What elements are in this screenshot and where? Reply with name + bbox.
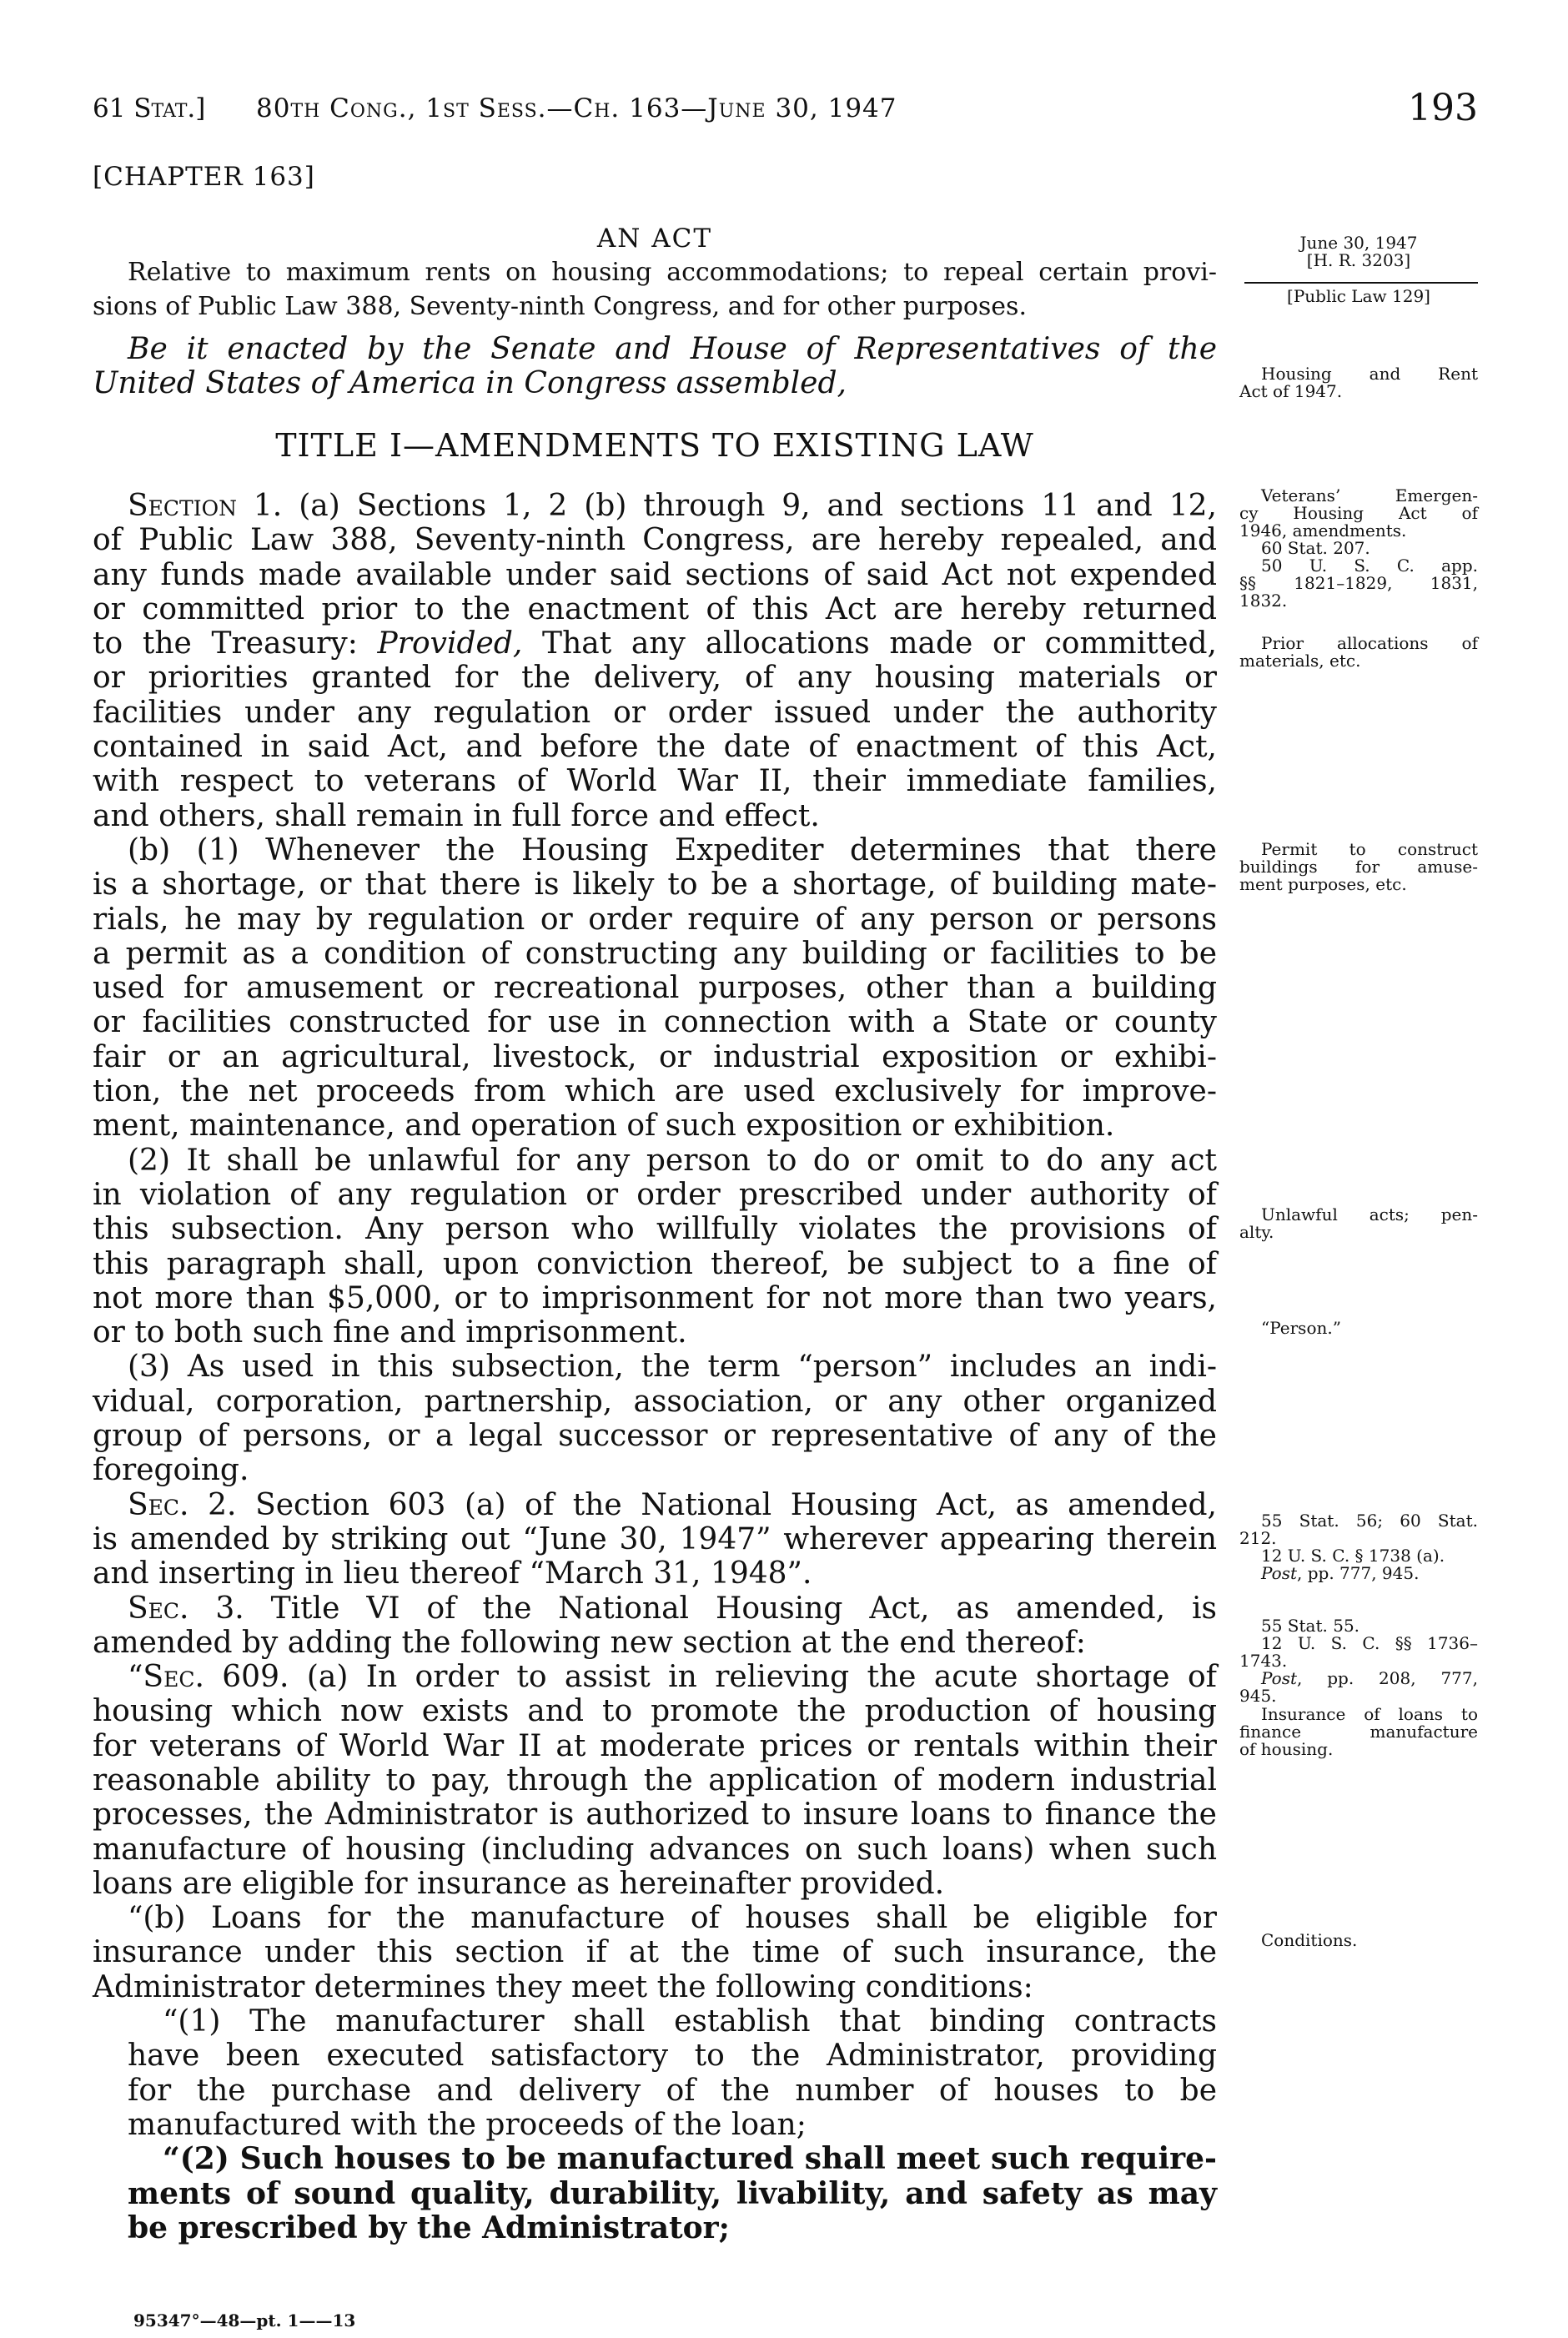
margin-note (1239, 1512, 1478, 1547)
header-running-title: 80th Cong., 1st Sess.—Ch. 163—June 30, 1947 (256, 93, 897, 123)
text-line: Housing and Rent (1261, 364, 1478, 384)
margin-note (1239, 1320, 1478, 1337)
text-line: manufactured with the proceeds of the loan; (128, 2107, 807, 2142)
text-line (93, 489, 1217, 523)
paragraph (93, 1591, 1217, 1661)
text-line (1239, 1670, 1478, 1687)
text-line: a permit as a condition of constructing any building or facilities to be (93, 936, 1217, 971)
text-line: insurance under this section if at the time of such insurance, the (93, 1935, 1217, 1970)
text-line: ment, maintenance, and operation of such exposition or exhibition. (93, 1109, 1115, 1144)
text-line: or facilities constructed for use in connection with a State or county (93, 1005, 1217, 1040)
text-line: this subsection. Any person who willfully violates the provisions of (93, 1212, 1217, 1247)
text-line: of Public Law 388, Seventy-ninth Congress, are hereby repealed, and (93, 523, 1217, 558)
text-line: facilities under any regulation or order issued under the authority (93, 695, 1217, 730)
page-number: 193 (1408, 87, 1478, 129)
text-line: or to both such fine and imprisonment. (93, 1315, 687, 1350)
text-segment: (a) In order to assist in relieving the acute shortage of (289, 1660, 1217, 1695)
margin-note (1239, 1635, 1478, 1670)
text-line: §§ 1821–1829, 1831, (1239, 573, 1478, 593)
text-line: [H. R. 3203] (1306, 250, 1411, 270)
margin-note (1239, 365, 1478, 400)
header-citation: 61 Stat.] (93, 93, 206, 123)
text-line: used for amusement or recreational purposes, other than a building (93, 971, 1217, 1006)
text-segment: , pp. 208, 777, (1297, 1668, 1478, 1688)
text-line: ments of sound quality, durability, livability, and safety as may (128, 2175, 1217, 2211)
text-line: 55 Stat. 55. (1261, 1616, 1360, 1636)
italic-text: Provided, (377, 626, 523, 661)
text-line: Relative to maximum rents on housing accommodations; to repeal certain provi- (128, 258, 1217, 287)
margin-note (1239, 487, 1478, 540)
text-line: fair or an agricultural, livestock, or industrial exposition or exhibi- (93, 1039, 1217, 1074)
statute-body (93, 489, 1217, 2245)
section-label: Section 1. (128, 489, 283, 523)
text-line: of housing. (1239, 1739, 1334, 1759)
section-label: Sec. 3. (128, 1591, 244, 1626)
text-line: “Person.” (1261, 1318, 1341, 1338)
text-line: in violation of any regulation or order prescribed under authority of (93, 1177, 1217, 1212)
text-line: “(b) Loans for the manufacture of houses shall be eligible for (128, 1901, 1217, 1936)
text-line: reasonable ability to pay, through the application of modern industrial (93, 1762, 1217, 1797)
text-line (93, 1591, 1217, 1626)
text-line: 1832. (1239, 591, 1288, 611)
paragraph (93, 2142, 1217, 2245)
text-line: “(2) Such houses to be manufactured shall meet such require- (163, 2141, 1217, 2177)
text-line: foregoing. (93, 1453, 249, 1488)
text-line: housing which now exists and to promote the production of housing (93, 1694, 1217, 1729)
text-line: and others, shall remain in full force and effect. (93, 798, 820, 833)
paragraph (93, 489, 1217, 833)
text-line: for the purchase and delivery of the number of houses to be (128, 2073, 1217, 2108)
text-line: [Public Law 129] (1287, 286, 1430, 306)
paragraph (93, 1660, 1217, 1901)
text-line: cy Housing Act of (1239, 503, 1478, 523)
text-line: 12 U. S. C. § 1738 (a). (1261, 1546, 1445, 1566)
title-heading: TITLE I—AMENDMENTS TO EXISTING LAW (275, 427, 1034, 464)
text-line: contained in said Act, and before the date of enactment of this Act, (93, 730, 1217, 765)
text-segment: to the Treasury: (93, 626, 378, 661)
text-line: Insurance of loans to (1261, 1704, 1478, 1724)
paragraph (93, 2004, 1217, 2142)
margin-note (1239, 1565, 1478, 1582)
text-line: manufacture of housing (including advances on such loans) when such (93, 1832, 1217, 1867)
paragraph (93, 1144, 1217, 1350)
text-line: not more than $5,000, or to imprisonment for not more than two years, (93, 1280, 1217, 1315)
text-line: materials, etc. (1239, 651, 1361, 671)
margin-note (1239, 1206, 1478, 1241)
text-line: processes, the Administrator is authorized to insure loans to finance the (93, 1797, 1217, 1833)
paragraph (93, 1488, 1217, 1591)
italic-text: Post (1261, 1668, 1297, 1688)
margin-note (1239, 288, 1478, 305)
text-line: for veterans of World War II at moderate prices or rentals within their (93, 1728, 1217, 1763)
act-heading: AN ACT (596, 224, 713, 254)
margin-note (1239, 841, 1478, 893)
text-line: or priorities granted for the delivery, of any housing materials or (93, 661, 1217, 696)
text-line: Prior allocations of (1261, 633, 1478, 653)
margin-note (1239, 1670, 1478, 1705)
text-line: buildings for amuse- (1239, 857, 1478, 877)
margin-note (1239, 540, 1478, 557)
margin-note (1239, 234, 1478, 269)
paragraph (93, 833, 1217, 1144)
margin-note (1239, 1617, 1478, 1635)
text-line (93, 1488, 1217, 1522)
margin-note (1239, 1932, 1478, 1949)
text-line: group of persons, or a legal successor or representative of any of the (93, 1419, 1217, 1454)
text-line: is a shortage, or that there is likely to be a shortage, of building mate- (93, 867, 1217, 903)
text-line: Permit to construct (1261, 839, 1478, 859)
text-line: or committed prior to the enactment of this Act are hereby returned (93, 591, 1217, 626)
text-line: have been executed satisfactory to the Administrator, providing (128, 2039, 1217, 2074)
section-label: Sec. 2. (128, 1487, 237, 1522)
text-line: 55 Stat. 56; 60 Stat. (1261, 1511, 1478, 1531)
text-line: alty. (1239, 1222, 1274, 1242)
paragraph (93, 1901, 1217, 2004)
text-line: 12 U. S. C. §§ 1736– (1261, 1633, 1478, 1653)
text-line (93, 626, 1217, 661)
margin-note (1239, 1706, 1478, 1758)
divider-rule (1244, 282, 1478, 284)
text-line: 60 Stat. 207. (1261, 538, 1370, 558)
text-segment: That any allocations made or committed, (522, 626, 1217, 661)
text-line: with respect to veterans of World War II, their immediate families, (93, 764, 1217, 799)
text-line: sions of Public Law 388, Seventy-ninth Congress, and for other purposes. (93, 292, 1027, 322)
text-line: 1743. (1239, 1651, 1288, 1671)
text-line: Unlawful acts; pen- (1261, 1204, 1478, 1224)
text-line: (b) (1) Whenever the Housing Expediter determines that there (128, 832, 1217, 867)
text-line: Be it enacted by the Senate and House of Representatives of the (128, 332, 1217, 366)
text-segment: Section 603 (a) of the National Housing Act, as amended, (236, 1487, 1217, 1522)
enacting-clause (93, 332, 1217, 401)
text-line: (2) It shall be unlawful for any person to do or omit to do any act (128, 1143, 1217, 1178)
text-line: Act of 1947. (1239, 381, 1343, 401)
margin-note (1239, 557, 1478, 610)
text-line: Administrator determines they meet the following conditions: (93, 1969, 1033, 2004)
section-label: Sec. 609. (143, 1660, 289, 1695)
text-line: loans are eligible for insurance as hereinafter provided. (93, 1866, 945, 1901)
text-line: June 30, 1947 (1299, 233, 1418, 253)
text-line: and inserting in lieu thereof “March 31, 1948”. (93, 1556, 812, 1591)
text-segment: (a) Sections 1, 2 (b) through 9, and sections 11 and 12, (282, 489, 1217, 523)
italic-text: Post (1261, 1563, 1297, 1583)
text-line (93, 1660, 1217, 1694)
text-line: amended by adding the following new section at the end thereof: (93, 1625, 1086, 1660)
text-line: tion, the net proceeds from which are used exclusively for improve- (93, 1074, 1217, 1109)
text-line (1239, 1565, 1478, 1582)
text-line: 50 U. S. C. app. (1261, 556, 1478, 576)
text-segment: , pp. 777, 945. (1297, 1563, 1420, 1583)
text-line: is amended by striking out “June 30, 1947” wherever appearing therein (93, 1521, 1217, 1556)
text-line: any funds made available under said sections of said Act not expended (93, 557, 1217, 592)
chapter-label: [CHAPTER 163] (93, 162, 315, 192)
act-purpose (93, 259, 1217, 328)
text-line: United States of America in Congress assembled, (93, 366, 847, 401)
text-line: 1946, amendments. (1239, 520, 1407, 541)
text-line: 212. (1239, 1528, 1277, 1548)
margin-note (1239, 635, 1478, 670)
text-line: be prescribed by the Administrator; (128, 2210, 730, 2245)
text-segment: “ (128, 1660, 143, 1695)
text-line: Conditions. (1261, 1930, 1358, 1950)
text-line: vidual, corporation, partnership, association, or any other organized (93, 1384, 1217, 1419)
text-line: (3) As used in this subsection, the term “person” includes an indi- (128, 1350, 1217, 1385)
text-line: Veterans’ Emergen- (1261, 485, 1478, 505)
margin-note (1239, 1547, 1478, 1565)
text-segment: Title VI of the National Housing Act, as amended, is (244, 1591, 1218, 1626)
text-line: rials, he may by regulation or order require of any person or persons (93, 902, 1217, 937)
text-line: finance manufacture (1239, 1722, 1478, 1742)
text-line: this paragraph shall, upon conviction thereof, be subject to a fine of (93, 1246, 1217, 1281)
text-line: “(1) The manufacturer shall establish that binding contracts (163, 2004, 1217, 2039)
text-line: ment purposes, etc. (1239, 874, 1407, 894)
text-line: 945. (1239, 1686, 1277, 1706)
paragraph (93, 1350, 1217, 1487)
print-footer: 95347°—48—pt. 1——13 (133, 2310, 356, 2330)
